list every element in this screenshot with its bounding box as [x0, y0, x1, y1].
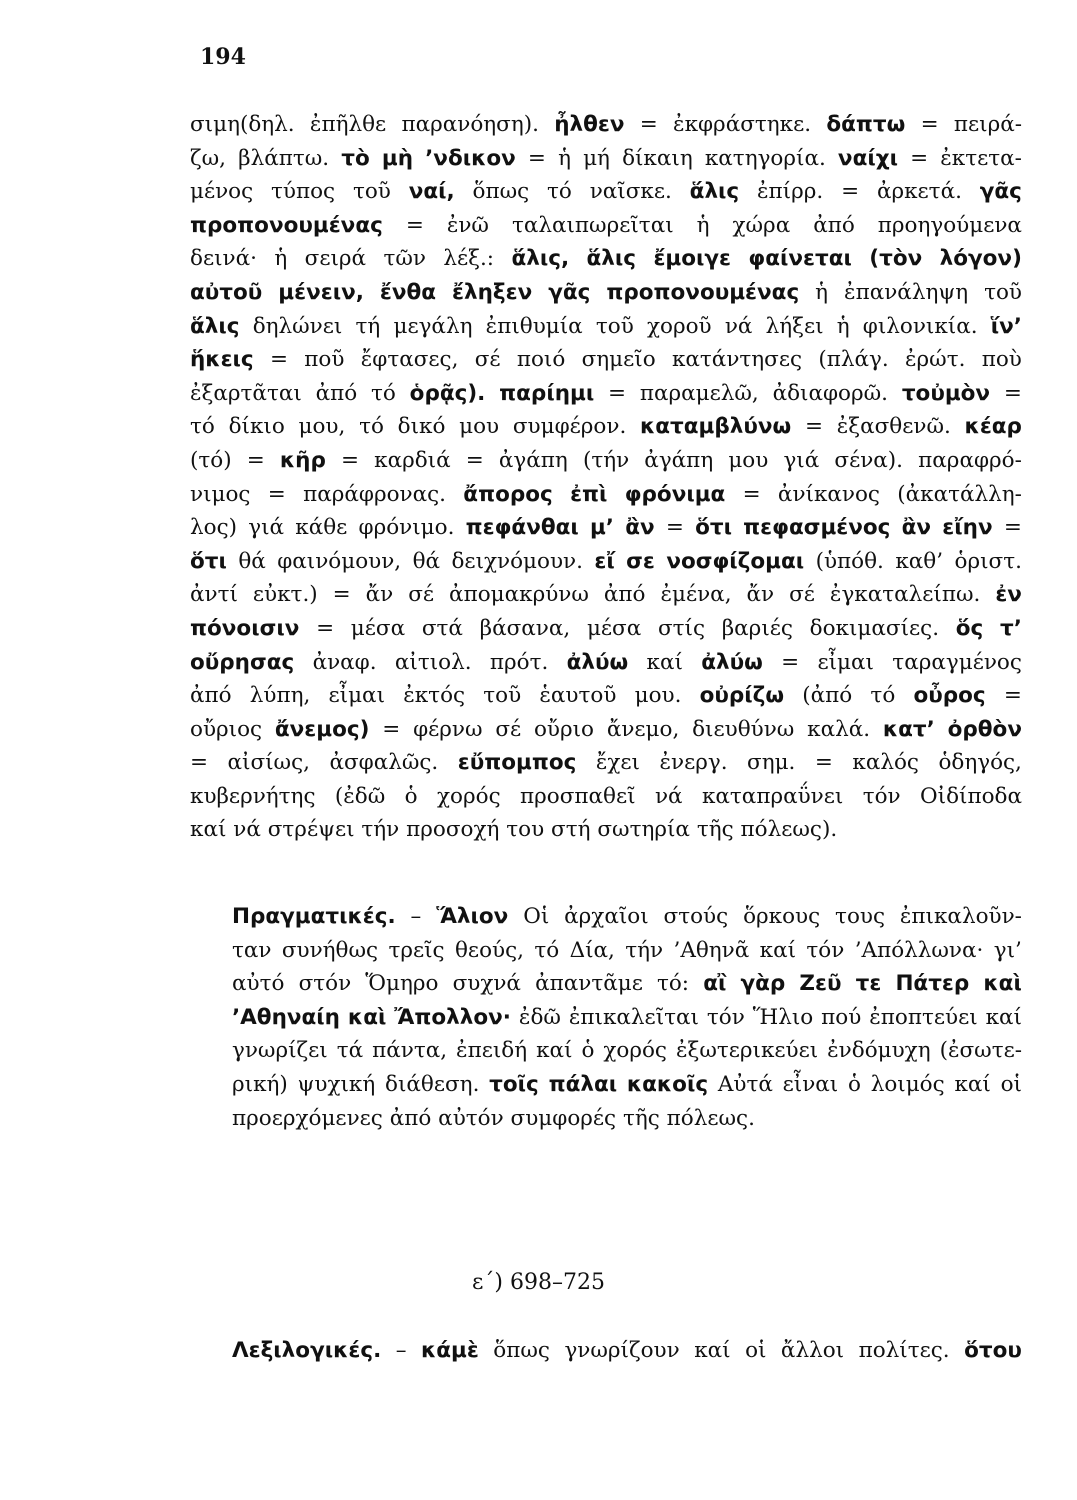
text-line: ταν συνήθως τρεῖς θεούς, τό Δία, τήν ’Αθηνᾶ καί τόν ’Απόλλωνα· γι’	[232, 937, 1022, 963]
text-line: γνωρίζει τά πάντα, ἐπειδή καί ὁ χορός ἐξωτερικεύει ἐνδόμυχη (ἐσωτε-	[232, 1038, 1022, 1064]
text-line: ἅλις δηλώνει τή μεγάλη ἐπιθυμία τοῦ χοροῦ νά λήξει ἡ φιλονικία. ἵν’	[190, 313, 1022, 339]
text-line: αὐτοῦ μένειν, ἔνθα ἔληξεν γᾶς προπονουμένας ἡ ἐπανάληψη τοῦ	[190, 279, 1022, 305]
glossary-paragraph	[190, 108, 1022, 847]
text-line: Πραγματικές. – Ἅλιον Οἱ ἀρχαῖοι στούς ὅρκους τους ἐπικαλοῦν-	[232, 904, 1022, 929]
text-line: ἥκεις = ποῦ ἔφτασες, σέ ποιό σημεῖο κατάντησες (πλάγ. ἐρώτ. ποὺ	[190, 347, 1022, 373]
text-line: λος) γιά κάθε φρόνιμο. πεφάνθαι μ’ ἂν = ὅτι πεφασμένος ἂν εἴην =	[190, 515, 1022, 541]
text-line: ἀπό λύπη, εἶμαι ἐκτός τοῦ ἑαυτοῦ μου. οὐρίζω (ἀπό τό οὖρος =	[190, 683, 1022, 709]
text-line: κυβερνήτης (ἐδῶ ὁ χορός προσπαθεῖ νά καταπραΰνει τόν Οἰδίποδα	[190, 783, 1022, 809]
factual-notes-paragraph	[232, 900, 1022, 1135]
text-line: μένος τύπος τοῦ ναί, ὅπως τό ναῖσκε. ἅλις ἐπίρρ. = ἀρκετά. γᾶς	[190, 179, 1022, 205]
page-number: 194	[200, 44, 246, 70]
text-line: τό δίκιο μου, τό δικό μου συμφέρον. καταμβλύνω = ἐξασθενῶ. κέαρ	[190, 414, 1022, 440]
text-line: σιμη(δηλ. ἐπῆλθε παρανόηση). ἦλθεν = ἐκφράστηκε. δάπτω = πειρά-	[190, 112, 1022, 137]
text-line: οὔριος ἄνεμος) = φέρνω σέ οὔριο ἄνεμο, διευθύνω καλά. κατ’ ὀρθὸν	[190, 716, 1022, 742]
text-line: ζω, βλάπτω. τὸ μὴ ’νδικον = ἡ μή δίκαιη κατηγορία. ναίχι = ἐκτετα-	[190, 145, 1022, 171]
text-line: (τό) = κῆρ = καρδιά = ἀγάπη (τήν ἀγάπη μου γιά σένα). παραφρό-	[190, 447, 1022, 473]
section-heading: ε΄) 698–725	[472, 1270, 605, 1295]
lexical-notes-line: Λεξιλογικές. – κάμὲ ὅπως γνωρίζουν καί οἱ ἄλλοι πολίτες. ὅτου	[232, 1338, 1022, 1363]
text-line: δεινά· ἡ σειρά τῶν λέξ.: ἅλις, ἅλις ἔμοιγε φαίνεται (τὸν λόγον)	[190, 246, 1022, 272]
text-line: προερχόμενες ἀπό αὐτόν συμφορές τῆς πόλεως.	[232, 1105, 755, 1131]
text-line: ἀντί εὐκτ.) = ἄν σέ ἀπομακρύνω ἀπό ἐμένα, ἄν σέ ἐγκαταλείπω. ἐν	[190, 582, 1022, 608]
text-line: ἐξαρτᾶται ἀπό τό ὁρᾷς). παρίημι = παραμελῶ, ἀδιαφορῶ. τοὐμὸν =	[190, 380, 1022, 406]
text-line: αὐτό στόν Ὅμηρο συχνά ἀπαντᾶμε τό: αἲ γὰρ Ζεῦ τε Πάτερ καὶ	[232, 971, 1022, 997]
text-line: ρική) ψυχική διάθεση. τοῖς πάλαι κακοῖς Αὐτά εἶναι ὁ λοιμός καί οἱ	[232, 1071, 1022, 1097]
text-line: ’Αθηναίη καὶ Ἄπολλον· ἐδῶ ἐπικαλεῖται τόν Ἥλιο πού ἐποπτεύει καί	[232, 1004, 1022, 1030]
text-line: = αἰσίως, ἀσφαλῶς. εὔπομπος ἔχει ἐνεργ. σημ. = καλός ὁδηγός,	[190, 750, 1022, 776]
text-line: προπονουμένας = ἐνῶ ταλαιπωρεῖται ἡ χώρα ἀπό προηγούμενα	[190, 212, 1022, 238]
text-line: νιμος = παράφρονας. ἄπορος ἐπὶ φρόνιμα = ἀνίκανος (ἀκατάλλη-	[190, 481, 1022, 507]
text-line: ὅτι θά φαινόμουν, θά δειχνόμουν. εἴ σε νοσφίζομαι (ὑπόθ. καθ’ ὁριστ.	[190, 548, 1022, 574]
text-line: καί νά στρέψει τήν προσοχή του στή σωτηρία τῆς πόλεως).	[190, 817, 838, 843]
text-line: οὔρησας ἀναφ. αἰτιολ. πρότ. ἀλύω καί ἀλύω = εἶμαι ταραγμένος	[190, 649, 1022, 675]
text-line: πόνοισιν = μέσα στά βάσανα, μέσα στίς βαριές δοκιμασίες. ὅς τ’	[190, 615, 1022, 641]
